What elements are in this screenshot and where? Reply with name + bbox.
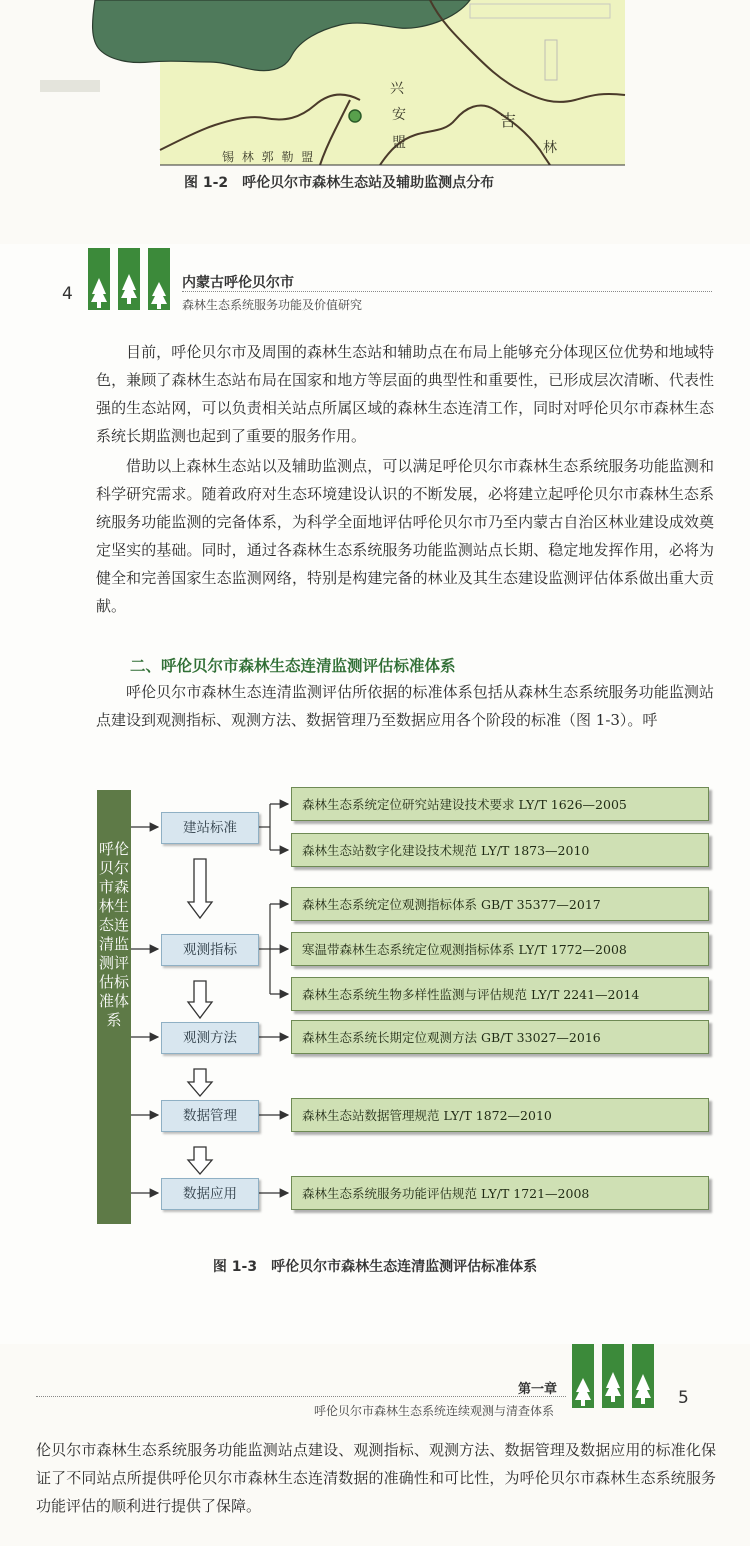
standard-box: 森林生态系统服务功能评估规范 LY/T 1721—2008 xyxy=(291,1176,709,1210)
stage-observation-indicators: 观测指标 xyxy=(161,934,259,966)
map-faint-box xyxy=(40,80,100,92)
page-4 xyxy=(0,244,750,1344)
figure-1-2-caption: 图 1-2 呼伦贝尔市森林生态站及辅助监测点分布 xyxy=(184,175,495,191)
standard-box: 森林生态系统定位观测指标体系 GB/T 35377—2017 xyxy=(291,887,709,921)
map-label-jilin-2: 林 xyxy=(543,140,559,156)
page-number-4: 4 xyxy=(62,284,73,304)
standard-box: 寒温带森林生态系统定位观测指标体系 LY/T 1772—2008 xyxy=(291,932,709,966)
map-figure xyxy=(0,0,750,240)
paragraph-p5: 伦贝尔市森林生态系统服务功能监测站点建设、观测指标、观测方法、数据管理及数据应用的标准化保证了不同站点所提供呼伦贝尔市森林生态连清数据的准确性和可比性，为呼伦贝尔市森林生态系统服务功能评估的顺利进行提供了保障。 xyxy=(36,1441,716,1515)
figure-1-3-caption: 图 1-3 呼伦贝尔市森林生态连清监测评估标准体系 xyxy=(212,1259,538,1275)
standards-diagram xyxy=(0,784,750,1275)
stage-data-management: 数据管理 xyxy=(161,1100,259,1132)
standard-box: 森林生态系统定位研究站建设技术要求 LY/T 1626—2005 xyxy=(291,787,709,821)
map-graphic xyxy=(0,0,750,240)
standard-box: 森林生态站数字化建设技术规范 LY/T 1873—2010 xyxy=(291,833,709,867)
stage-observation-methods: 观测方法 xyxy=(161,1022,259,1054)
running-header-rule xyxy=(182,291,712,292)
stage-site-standard: 建站标准 xyxy=(161,812,259,844)
section-heading: 二、呼伦贝尔市森林生态连清监测评估标准体系 xyxy=(130,657,456,675)
page-5 xyxy=(0,1344,750,1546)
forest-logo-icon xyxy=(572,1344,660,1408)
down-arrow-icon xyxy=(188,859,212,918)
chapter-label: 第一章 xyxy=(518,1382,558,1397)
forest-logo-icon xyxy=(88,248,176,310)
standard-box: 森林生态系统生物多样性监测与评估规范 LY/T 2241—2014 xyxy=(291,977,709,1011)
map-label-jilin-1: 吉 xyxy=(500,111,519,130)
map-label-xing: 兴 xyxy=(390,81,406,97)
standard-box: 森林生态站数据管理规范 LY/T 1872—2010 xyxy=(291,1098,709,1132)
map-label-xilin: 锡 林 郭 勒 盟 xyxy=(222,150,316,164)
map-label-meng: 盟 xyxy=(392,135,408,151)
running-header-rule xyxy=(36,1396,566,1397)
diagram-vertical-label: 呼伦贝尔市森林生态连清监测评估标准体系 xyxy=(98,840,129,1029)
down-arrow-icon xyxy=(188,981,212,1018)
paragraph-3: 呼伦贝尔市森林生态连清监测评估所依据的标准体系包括从森林生态系统服务功能监测站点建设到观测指标、观测方法、数据管理乃至数据应用各个阶段的标准（图 1-3）。呼 xyxy=(96,683,714,729)
running-header-subtitle: 森林生态系统服务功能及价值研究 xyxy=(182,298,363,312)
running-header-title: 内蒙古呼伦贝尔市 xyxy=(182,275,294,291)
down-arrow-icon xyxy=(188,1147,212,1174)
page-number-5: 5 xyxy=(678,1388,689,1408)
standard-box: 森林生态系统长期定位观测方法 GB/T 33027—2016 xyxy=(291,1020,709,1054)
paragraph-2: 借助以上森林生态站以及辅助监测点，可以满足呼伦贝尔市森林生态系统服务功能监测和科学研究需求。随着政府对生态环境建设认识的不断发展，必将建立起呼伦贝尔市森林生态系统服务功能监测的完备体系，为科学全面地评估呼伦贝尔市乃至内蒙古自治区林业建设成效奠定坚实的基础。同时，通过各森林生态系统服务功能监测站点长期、稳定地发挥作用，必将为健全和完善国家生态监测网络，特别是构建完备的林业及其生态建设监测评估体系做出重大贡献。 xyxy=(96,457,714,615)
stage-data-application: 数据应用 xyxy=(161,1178,259,1210)
monitoring-station-marker xyxy=(349,110,361,122)
map-label-an: 安 xyxy=(392,107,408,123)
running-header-subtitle-p5: 呼伦贝尔市森林生态系统连续观测与清查体系 xyxy=(314,1404,555,1418)
down-arrow-icon xyxy=(188,1069,212,1096)
paragraph-1: 目前，呼伦贝尔市及周围的森林生态站和辅助点在布局上能够充分体现区位优势和地域特色，兼顾了森林生态站布局在国家和地方等层面的典型性和重要性，已形成层次清晰、代表性强的生态站网，可以负责相关站点所属区域的森林生态连清工作，同时对呼伦贝尔市森林生态系统长期监测也起到了重要的服务作用。 xyxy=(96,343,714,445)
